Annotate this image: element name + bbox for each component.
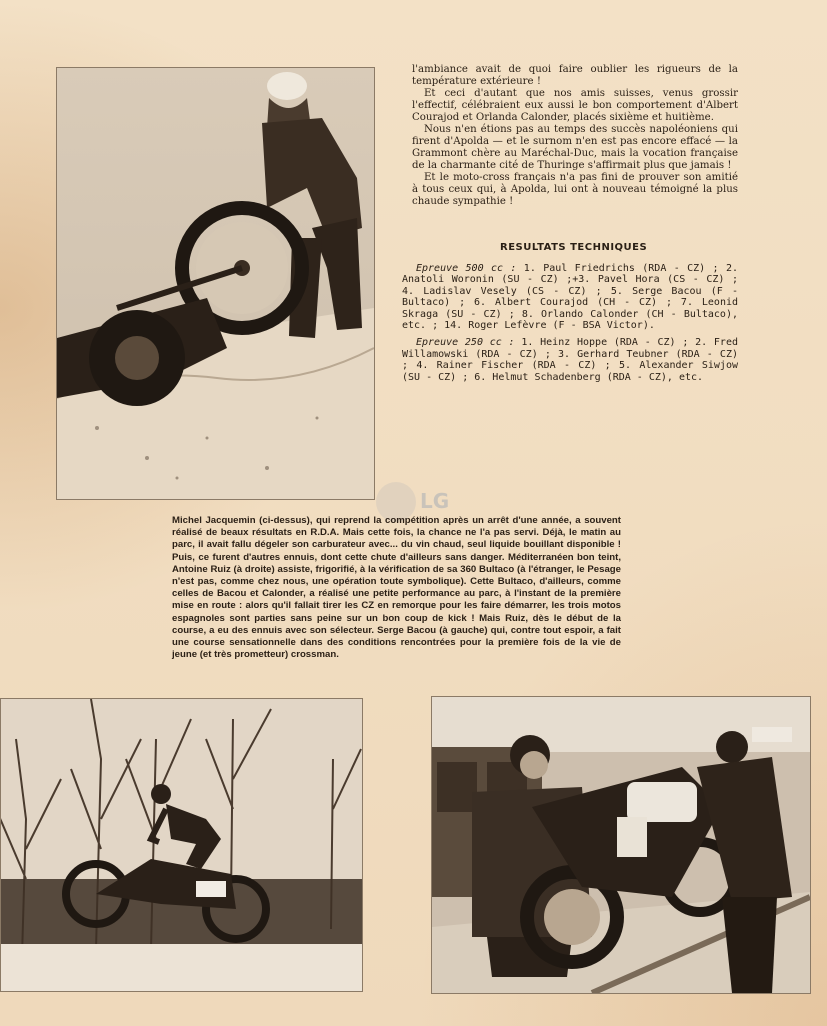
watermark-text: LG [420, 489, 450, 513]
results-250cc [402, 337, 738, 383]
article-column [412, 64, 738, 208]
caption-text: Michel Jacquemin (ci-dessus), qui reprend la compétition après un arrêt d'une année, a souvent réalisé de beaux résultats en R.D.A. Mais cette fois, la chance ne l'a pas servi. Déjà, le matin au parc, il avait fallu dégeler son carburateur avec... du vin chaud, seul liquide bouillant disponible ! Puis, ce furent d'autres ennuis, dont cette chute d'ailleurs sans danger. Méditerranéen bon teint, Antoine Ruiz (à droite) assiste, frigorifié, à la vérification de sa 360 Bultaco (à l'étranger, le Pesage n'est pas, comme chez nous, une opération toute symbolique). Cette Bultaco, d'ailleurs, comme celles de Bacou et Calonder, a réalisé une petite performance au parc, à l'instant de la première mise en route : alors qu'il fallait tirer les CZ en remorque pour les faire démarrer, les trois motos espagnoles sont parties sans peine sur un bon coup de kick ! Mais Ruiz, dès le début de la course, a eu des ennuis avec son sélecteur. Serge Bacou (à gauche) qui, contre tout espoir, a fait une course sensationnelle dans des conditions rencontrées pour la première fois de la vie de jeune (et très prometteur) crossman. [172, 515, 621, 661]
article-paragraph: Et ceci d'autant que nos amis suisses, venus grossir l'effectif, célébraient eux aussi le bon comportement d'Albert Courajod et Orlanda Calonder, placés sixième et huitième. [412, 88, 738, 123]
article-paragraph: Et le moto-cross français n'a pas fini de prouver son amitié à tous ceux qui, à Apolda, lui ont à nouveau témoigné la plus chaude sympathie ! [412, 172, 738, 207]
photo-bike-inspection [431, 696, 811, 994]
results-250cc-label: Epreuve 250 cc : [416, 337, 515, 349]
results-500cc [402, 263, 738, 331]
article-paragraph: Nous n'en étions pas au temps des succès napoléoniens qui firent d'Apolda — et le surnom n'en est pas encore effacé — la Grammont chère au Maréchal-Duc, mais la vocation française de la charmante cité de Thuringe s'affirmait plus que jamais ! [412, 124, 738, 171]
article-paragraph: l'ambiance avait de quoi faire oublier les rigueurs de la température extérieure ! [412, 64, 738, 87]
photo-caption [172, 515, 621, 661]
results-250cc-text: 1. Heinz Hoppe (RDA - CZ) ; 2. Fred Willamowski (RDA - CZ) ; 3. Gerhard Teubner (RDA - CZ) ; 4. Rainer Fischer (RDA - CZ) ; 5. Alexander Siwjow (SU - CZ) ; 6. Helmut Schadenberg (RDA - CZ), etc. [402, 337, 738, 383]
results-500cc-text: 1. Paul Friedrichs (RDA - CZ) ; 2. Anatoli Woronin (SU - CZ) ;+3. Pavel Hora (CS - CZ) ; 4. Ladislav Vesely (CS - CZ) ; 5. Serge Bacou (F - Bultaco) ; 6. Albert Courajod (CH - CZ) ; 7. Leonid Skraga (SU - CZ) ; 8. Orlando Calonder (CH - Bultaco), etc. ; 14. Roger Lefèvre (F - BSA Victor). [402, 263, 738, 332]
photo-rider-jump-trees [0, 698, 363, 992]
results-500cc-label: Epreuve 500 cc : [416, 263, 517, 274]
results-title: RESULTATS TECHNIQUES [500, 242, 648, 253]
photo-rider-fall-snow [56, 67, 375, 500]
results-block [402, 263, 738, 389]
